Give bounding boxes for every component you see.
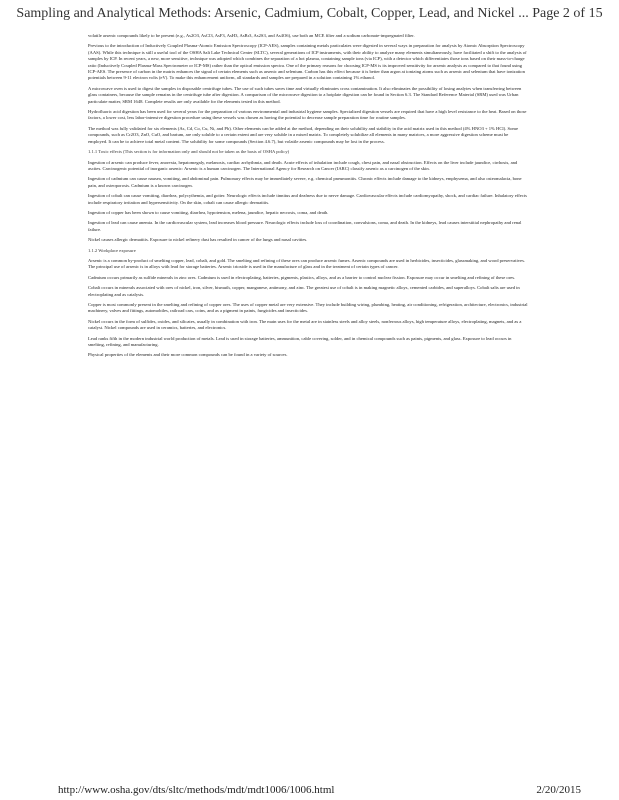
footer-url[interactable]: http://www.osha.gov/dts/sltc/methods/mdt/mdt1006/1006.html (58, 784, 335, 796)
page-header: Sampling and Analytical Methods: Arsenic, Cadmium, Cobalt, Copper, Lead, and Nickel ... Page 2 of 15 (16, 6, 603, 21)
paragraph: Cadmium occurs primarily as sulfide minerals in zinc ores. Cadmium is used in electroplating, batteries, pigments, plastics, alloys, and as a barrier to control nuclear fission. Exposure may occur in smelting and refining of these ores. (88, 274, 516, 280)
paragraph: A microwave oven is used to digest the samples in disposable centrifuge tubes. The use of such tubes saves time and virtually eliminates cross contamination. It also eliminates the possibility of losing analytes when transferring between glass containers, because the sample remains in the centrifuge tube after digestion. A comparison of the microwave digestion to a hotplate digestion can be found in Section 6.3. The Standard Reference Material (SRM) used was Urban particulate matter, SRM 1648. Complete results are only available for the elements tested in this method. (88, 85, 522, 104)
footer-date: 2/20/2015 (536, 784, 581, 796)
paragraph: Physical properties of the elements and their more common compounds can be found in a variety of sources. (88, 352, 288, 358)
paragraph: The method was fully validated for six elements (As, Cd, Co, Cu, Ni, and Pb). Other elements can be added at the method, depending on their solubility and stability in the acid matrix used in this method (4% HNO3 + 1% HCl). Some compounds, such as Cr2O3, ZnO, CuO, and barium, are only soluble to a certain extent and are very soluble in a mixed matrix. To completely solubilize all elements in many matrices, a more aggressive digestion scheme must be employed. It can be to achieve total metal content. The solubility for some compounds (Section 4.6.7), but volatile arsenic compounds may be lost in the process. (88, 125, 518, 144)
paragraph: Nickel causes allergic dermatitis. Exposure to nickel refinery dust has resulted in cancer of the lungs and nasal cavities. (88, 237, 308, 243)
paragraph: Ingestion of lead can cause anemia. In the cardiovascular system, lead increases blood pressure. Neurologic effects include loss of coordination, convulsions, coma, and death. In the kidneys, lead causes interstitial nephropathy and renal failure. (88, 220, 522, 232)
paragraph: Cobalt occurs in minerals associated with ores of nickel, iron, silver, bismuth, copper, manganese, antimony, and zinc. The greatest use of cobalt is in making magnetic alloys, cemented carbides, and superalloys. Cobalt salts are used in electroplating and as catalysts. (88, 285, 520, 297)
paragraph: Previous to the introduction of Inductively Coupled Plasma-Atomic Emission Spectroscopy (ICP-AES), samples containing metals particulates were digested in several ways in preparation for analysis by Atomic Absorption Spectroscopy (AAS). While this technique is still a useful tool of the OSHA Salt Lake Technical Center (SLTC), several generations of ICP instruments, with their ability to analyze many elements simultaneously, have facilitated a shift to the analysis of samples by ICP. In recent years, a new, more sensitive, technique was adopted which combines the separation of a hot plasma, containing sample ions (via ICP), with a detector which differentiates those ions based on their mass-to-charge ratio (Inductively Coupled Plasma-Mass Spectrometer or ICP-MS) rather than the optical emission spectra. One of the primary reasons for choosing ICP-MS is its improved sensitivity for arsenic analysis as compared to that found using ICP-AES. The presence of carbon in the matrix enhances the signal of certain elements such as arsenic and selenium. Carbon has this effect because it is better than argon at ionizing atoms such as arsenic and selenium that have ionization potentials between 9-11 electron volts (eV). To make this enhancement uniform, all standards and samples are prepared in a solution containing 1% ethanol. (88, 43, 527, 81)
paragraph: Arsenic is a common by-product of smelting copper, lead, cobalt, and gold. The smelting and refining of these ores can produce arsenic fumes. Arsenic compounds are used in herbicides, insecticides, glassmaking, and wood preservatives. The principal use of arsenic is in alloys with lead for storage batteries. Arsenic trioxide is used in the manufacture of glass and in the treatment of certain types of cancer. (88, 257, 526, 270)
paragraph: Ingestion of arsenic can produce fever, anorexia, hepatomegaly, melanosis, cardiac arrhythmia, and death. Acute effects of inhalation include cough, chest pain, and nasal obstruction. Effects on the liver include jaundice, cirrhosis, and ascites. Carcinogenic potential of inorganic arsenic: Arsenic is a human carcinogen. The International Agency for Research on Cancer (IARC) classify arsenic as a carcinogen of the skin. (88, 159, 518, 171)
paragraph: Ingestion of copper has been shown to cause vomiting, diarrhea, hypotension, melena, jaundice, hepatic necrosis, coma, and death. (88, 209, 329, 215)
paragraph: volatile arsenic compounds likely to be present (e.g., As2O3, AsCl3, AsF3, AsH3, AsBr3, As2S3, and As4O6), use both an MCE filter and a sodium carbonate-impregnated filter. (88, 33, 415, 38)
document-body (88, 33, 528, 363)
paragraph: Nickel occurs in the form of sulfides, oxides, and silicates, usually in combination with iron. The main uses for the metal are in stainless steels and alloy steels, nonferrous alloys, high temperature alloys, electroplating, magnets, and as a catalyst. Nickel compounds are used in ceramics, batteries, and electronics. (88, 318, 522, 331)
paragraph: Lead ranks fifth in the modern industrial world production of metals. Lead is used in storage batteries, ammunition, cable covering, solder, and in chemical compounds such as paints, pigments, and glass. Exposure to lead occurs in smelting, refining, and manufacturing. (88, 335, 512, 348)
paragraph: Ingestion of cobalt can cause vomiting, diarrhea, polycythemia, and goiter. Neurologic effects include tinnitus and deafness due to nerve damage. Cardiovascular effects include cardiomyopathy, shock, and cardiac failure. Inhalatory effects include respiratory irritation and hypersensitivity. On the skin, cobalt can cause allergic dermatitis. (88, 193, 527, 205)
section-heading-toxic-effects: 1.1.1 Toxic effects (This section is for information only and should not be taken as the basis of OSHA policy) (88, 149, 290, 155)
paragraph: Copper is most commonly present in the smelting and refining of copper ores. The uses of copper metal are very extensive. They include building wiring, plumbing, heating, air conditioning, refrigeration, architecture, electronics, industrial machinery, valves and fittings, automobiles, railroad cars, coins, and as a pigment in paints, fungicides and insecticides. (88, 302, 528, 314)
paragraph: Hydrofluoric acid digestion has been used for several years for the preparation of various environmental and industrial hygiene samples. Specialized digestion vessels are required that have a high level resistance to the heat. Based on those factors, a lower cost, less labor-intensive digestion procedure using these vessels was chosen as having the potential to decrease sample preparation time for routine samples. (88, 109, 527, 121)
paragraph: Ingestion of cadmium can cause nausea, vomiting, and abdominal pain. Pulmonary effects may be immediately severe, e.g. chemical pneumonitis. Chronic effects include damage to the kidneys, emphysema, and also osteomalacia, bone pain, and osteoporosis. Cadmium is a known carcinogen. (88, 176, 522, 188)
section-heading-workplace-exposure: 1.1.2 Workplace exposure (88, 247, 136, 253)
